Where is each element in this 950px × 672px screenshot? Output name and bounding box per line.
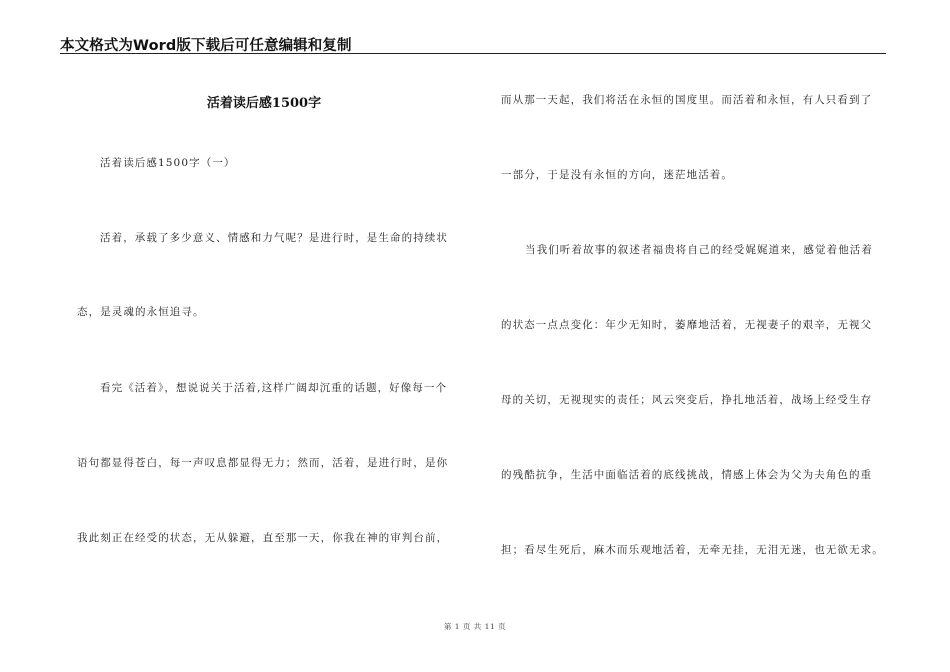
paragraph-line: 的状态一点点变化：年少无知时，萎靡地活着，无视妻子的艰辛，无视父	[501, 319, 873, 331]
paragraph-line: 态，是灵魂的永恒追寻。	[77, 306, 205, 318]
paragraph-line: 活着，承载了多少意义、情感和力气呢？是进行时，是生命的持续状	[100, 232, 448, 244]
paragraph-line: 我此刻正在经受的状态，无从躲避，直至那一天，你我在神的审判台前，	[77, 532, 449, 544]
paragraph-line: 的残酷抗争，生活中面临活着的底线挑战，情感上体会为父为夫角色的重	[501, 469, 873, 481]
subtitle-line: 活着读后感1500字（一）	[100, 157, 236, 169]
paragraph-line: 一部分，于是没有永恒的方向，迷茫地活着。	[501, 169, 733, 181]
paragraph-line: 语句都显得苍白，每一声叹息都显得无力；然而，活着，是进行时，是你	[77, 457, 449, 469]
paragraph-line: 而从那一天起，我们将活在永恒的国度里。而活着和永恒，有人只看到了	[501, 94, 873, 106]
page-header: 本文格式为Word版下载后可任意编辑和复制	[60, 38, 352, 54]
paragraph-line: 担；看尽生死后，麻木而乐观地活着，无牵无挂，无泪无迷，也无欲无求。	[501, 544, 884, 556]
header-divider	[60, 53, 886, 54]
page-footer: 第 1 页 共 11 页	[443, 622, 507, 631]
document-title: 活着读后感1500字	[206, 96, 322, 111]
paragraph-line: 当我们听着故事的叙述者福贵将自己的经受娓娓道来，感觉着他活着	[525, 244, 873, 256]
paragraph-line: 母的关切，无视现实的责任；风云突变后，挣扎地活着，战场上经受生存	[501, 394, 873, 406]
paragraph-line: 看完《活着》，想说说关于活着,这样广阔却沉重的话题，好像每一个	[100, 382, 448, 394]
